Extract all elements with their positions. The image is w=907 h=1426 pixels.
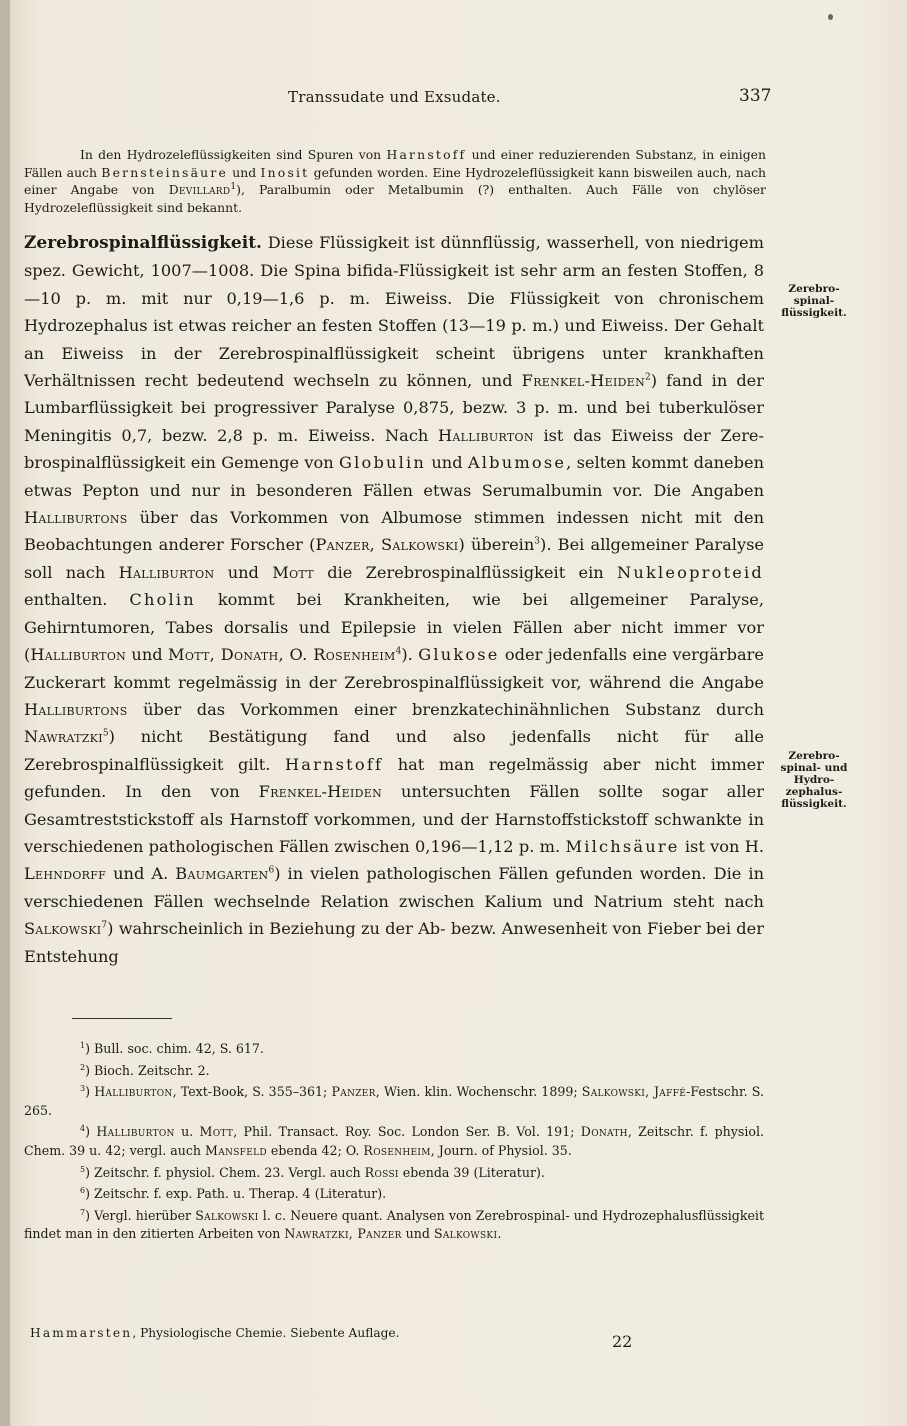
- footnote-2: $^2$) Bioch. Zeitschr. 2.: [80, 1062, 210, 1078]
- running-head: Transsudate und Exsudate.: [288, 88, 501, 106]
- footnote-7: $^7$) Vergl. hierüber Salkowski l. c. Neuere quant. Analysen von Zerebrospinal- und Hydrozephalusflüssigkeit findet man in den zitierten Arbeiten von Nawratzki, Panzer und Salkowski.: [24, 1207, 765, 1242]
- margin-note-hydrocephalus: Zerebro- spinal- und Hydro- zephalus- flüssigkeit.: [780, 750, 848, 810]
- footnote-4: $^4$) Halliburton u. Mott, Phil. Transact. Roy. Soc. London Ser. B. Vol. 191; Donath, Zeitschr. f. physiol. Chem. 39 u. 42; vergl. auch Mansfeld ebenda 42; O. Rosenheim, Journ. of Physiol. 35.: [24, 1124, 765, 1158]
- printer-signature: 22: [612, 1332, 633, 1351]
- footnote-3: $^3$) Halliburton, Text-Book, S. 355–361; Panzer, Wien. klin. Wochenschr. 1899; Salkowski, Jaffé-Festschr. S. 265.: [24, 1084, 764, 1118]
- section-paragraph: Zerebrospinalflüssigkeit. Diese Flüssigkeit ist dünnflüssig, wasserhell, von niedrigem spez. Gewicht, 1007—1008. Die Spina bifida-Flüssigkeit ist sehr arm an festen Stoffen, 8—10 p. m. mit nur 0,19—1,6 p. m. Eiweiss. Die Flüssigkeit von chronischem Hydrozephalus ist etwas reicher an festen Stoffen (13—19 p. m.) und Eiweiss. Der Gehalt an Eiweiss in der Zerebrospinalflüssigkeit scheint übrigens unter krankhaften Verhältnissen recht bedeutend wechseln zu können, und Frenkel-Heiden$^2$) fand in der Lumbarflüssigkeit bei progressiver Paralyse 0,875, bezw. 3 p. m. und bei tuberkulöser Meningitis 0,7, bezw. 2,8 p. m. Eiweiss. Nach Halliburton ist das Eiweiss der Zerebrospinalflüssigkeit ein Gemenge von Globulin und Albumose, selten kommt daneben etwas Pepton und nur in besonderen Fällen etwas Serumalbumin vor. Die Angaben Halliburtons über das Vorkommen von Albumose stimmen indessen nicht mit den Beobachtungen anderer Forscher (Panzer, Salkowski) überein$^3$). Bei allgemeiner Paralyse soll nach Halliburton und Mott die Zerebrospinalflüssigkeit ein Nukleoproteid enthalten. Cholin kommt bei Krankheiten, wie bei allgemeiner Paralyse, Gehirntumoren, Tabes dorsalis und Epilepsie in vielen Fällen aber nicht immer vor (Halliburton und Mott, Donath, O. Rosenheim$^4$). Glukose oder jedenfalls eine vergärbare Zuckerart kommt regelmässig in der Zerebrospinalflüssigkeit vor, während die Angabe Halliburtons über das Vorkommen einer brenzkatechinähnlichen Substanz durch Nawratzki$^5$) nicht Bestätigung fand und also jedenfalls nicht für alle Zerebrospinalflüssigkeit gilt. Harnstoff hat man regelmässig aber nicht immer gefunden. In den von Frenkel-Heiden untersuchten Fällen sollte sogar aller Gesamtreststickstoff als Harnstoff vorkommen, und der Harnstoffstickstoff schwankte in verschiedenen pathologischen Fällen zwischen 0,196—1,12 p. m. Milchsäure ist von H. Lehndorff und A. Baumgarten$^6$) in vielen pathologischen Fällen gefunden worden. Die in verschiedenen Fällen wechselnde Relation zwischen Kalium und Natrium steht nach Salkowski$^7$) wahrscheinlich in Beziehung zu der Ab- bezw. Anwesenheit von Fieber bei der Entstehung: [24, 233, 765, 966]
- margin-note-cerebrospinal: Zerebro- spinal- flüssigkeit.: [781, 283, 847, 319]
- footer-imprint: Hammarsten, Physiologische Chemie. Siebente Auflage.: [30, 1326, 400, 1340]
- page-number: 337: [739, 86, 772, 106]
- footnote-rule: [72, 1018, 172, 1019]
- intro-paragraph: In den Hydrozeleflüssigkeiten sind Spuren von Harnstoff und einer reduzierenden Substanz, in einigen Fällen auch Bernsteinsäure und Inosit gefunden worden. Eine Hydrozeleflüssigkeit kann bisweilen auch, nach einer Angabe von Devillard$^1$), Paralbumin oder Metalbumin (?) enthalten. Auch Fälle von chylöser Hydrozeleflüssigkeit sind bekannt.: [24, 147, 766, 215]
- footnote-1: $^1$) Bull. soc. chim. 42, S. 617.: [80, 1040, 264, 1056]
- ink-spot: [828, 14, 833, 20]
- page-spine-shadow: [0, 0, 10, 1426]
- footnotes: [24, 1040, 764, 1247]
- footnote-6: $^6$) Zeitschr. f. exp. Path. u. Therap. 4 (Literatur).: [80, 1185, 387, 1202]
- footnote-5: $^5$) Zeitschr. f. physiol. Chem. 23. Vergl. auch Rossi ebenda 39 (Literatur).: [80, 1164, 545, 1180]
- section-heading: Zerebrospinalflüssigkeit.: [24, 233, 262, 253]
